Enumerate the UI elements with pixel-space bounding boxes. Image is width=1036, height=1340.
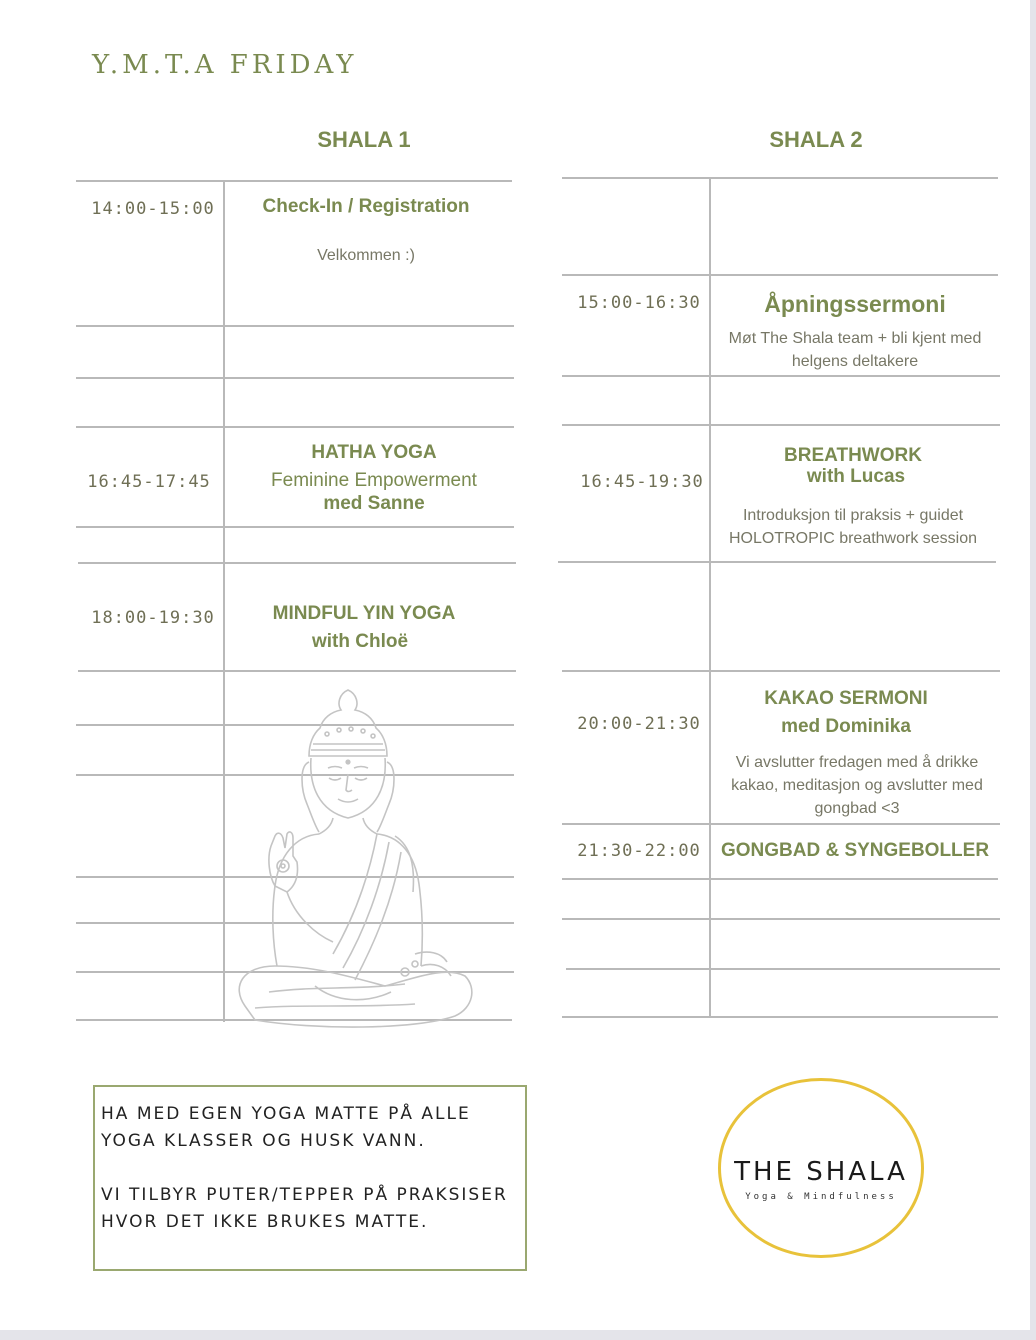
grid-line bbox=[562, 670, 1000, 672]
shala1-heading: SHALA 1 bbox=[317, 127, 411, 152]
page-right-edge bbox=[1030, 0, 1036, 1340]
yin-title: MINDFUL YIN YOGA bbox=[272, 603, 456, 624]
grid-line bbox=[558, 561, 996, 563]
checkin-desc: Velkommen :) bbox=[317, 247, 415, 264]
grid-line bbox=[76, 426, 514, 428]
grid-line bbox=[562, 274, 998, 276]
note-line-2: VI TILBYR PUTER/TEPPER PÅ PRAKSISER HVOR DET IKKE BRUKES MATTE. bbox=[101, 1185, 508, 1232]
grid-line bbox=[566, 968, 1000, 970]
logo-name: THE SHALA bbox=[734, 1157, 908, 1187]
hatha-time: 16:45-17:45 bbox=[87, 472, 211, 492]
grid-line bbox=[78, 562, 516, 564]
page-title: Y.M.T.A FRIDAY bbox=[92, 50, 358, 80]
grid-line bbox=[562, 823, 1000, 825]
kakao-title: KAKAO SERMONI bbox=[764, 688, 928, 709]
kakao-desc-2: kakao, meditasjon og avslutter med bbox=[731, 777, 983, 794]
breath-time: 16:45-19:30 bbox=[580, 472, 704, 492]
opening-title: Åpningssermoni bbox=[764, 291, 946, 317]
checkin-title: Check-In / Registration bbox=[262, 196, 470, 217]
reminder-note bbox=[93, 1085, 527, 1271]
breath-desc-1: Introduksjon til praksis + guidet bbox=[742, 507, 964, 524]
breath-desc-2: HOLOTROPIC breathwork session bbox=[728, 530, 978, 547]
kakao-desc-1: Vi avslutter fredagen med å drikke bbox=[735, 754, 979, 771]
hatha-subtitle: Feminine Empowerment bbox=[271, 470, 477, 491]
grid-line bbox=[562, 918, 1000, 920]
kakao-desc-3: gongbad <3 bbox=[814, 800, 900, 817]
opening-desc-2: helgens deltakere bbox=[791, 353, 919, 370]
shala2-heading: SHALA 2 bbox=[769, 127, 863, 152]
grid-line bbox=[76, 325, 514, 327]
grid-line bbox=[562, 375, 1000, 377]
grid-line bbox=[76, 526, 514, 528]
breath-title: BREATHWORK bbox=[784, 445, 922, 466]
kakao-time: 20:00-21:30 bbox=[577, 714, 701, 734]
logo-tagline: Yoga & Mindfulness bbox=[745, 1192, 897, 1202]
grid-line bbox=[76, 180, 512, 182]
kakao-teacher: med Dominika bbox=[781, 716, 911, 737]
grid-line bbox=[562, 177, 998, 179]
gong-title: GONGBAD & SYNGEBOLLER bbox=[720, 840, 990, 861]
page-bottom-edge bbox=[0, 1330, 1036, 1340]
hatha-title: HATHA YOGA bbox=[311, 442, 437, 463]
yin-teacher: with Chloë bbox=[311, 631, 409, 652]
hatha-teacher: med Sanne bbox=[323, 493, 425, 514]
buddha-illustration bbox=[215, 686, 480, 1056]
gong-time: 21:30-22:00 bbox=[577, 841, 701, 861]
note-line-1: HA MED EGEN YOGA MATTE PÅ ALLE YOGA KLASSER OG HUSK VANN. bbox=[101, 1104, 471, 1151]
yin-time: 18:00-19:30 bbox=[91, 608, 215, 628]
grid-line bbox=[562, 878, 998, 880]
grid-line bbox=[78, 670, 516, 672]
opening-desc-1: Møt The Shala team + bli kjent med bbox=[728, 330, 982, 347]
breath-teacher: with Lucas bbox=[806, 466, 906, 487]
checkin-time: 14:00-15:00 bbox=[91, 199, 215, 219]
grid-line bbox=[76, 377, 514, 379]
grid-line bbox=[562, 1016, 998, 1018]
grid-line bbox=[562, 424, 1000, 426]
opening-time: 15:00-16:30 bbox=[577, 293, 701, 313]
